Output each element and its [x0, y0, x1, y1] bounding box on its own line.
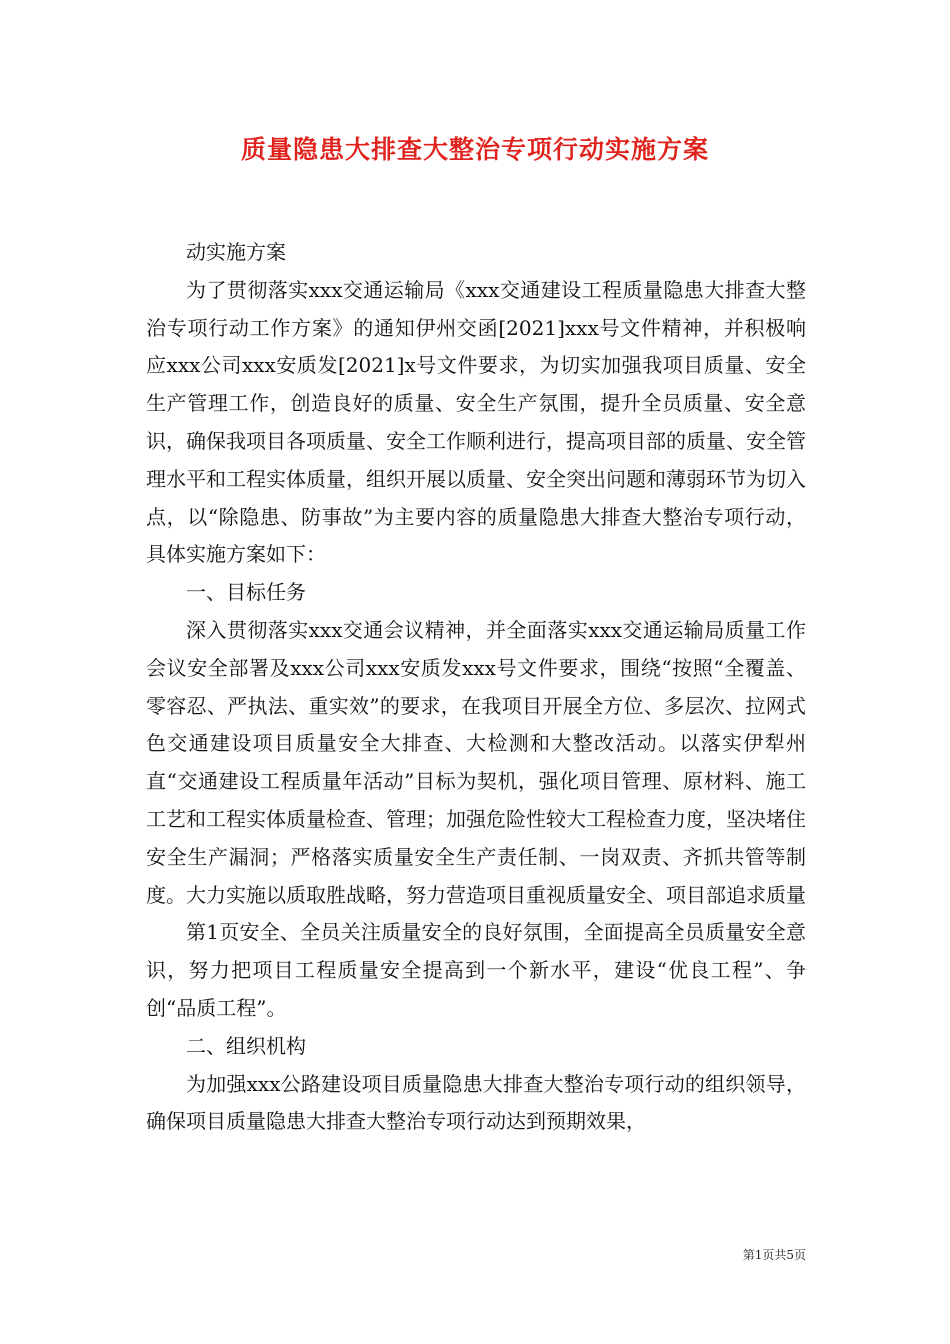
section-heading-goals: 一、目标任务	[186, 580, 306, 605]
paragraph-goals: 深入贯彻落实xxx交通会议精神，并全面落实xxx交通运输局质量工作会议安全部署及xxx公司xxx安质发xxx号文件要求，围绕“按照“全覆盖、零容忍、严执法、重实效”的要求，在我项目开展全方位、多层次、拉网式色交通建设项目质量安全大排查、大检测和大整改活动。以落实伊犁州直“交通建设工程质量年活动”目标为契机，强化项目管理、原材料、施工工艺和工程实体质量检查、管理；加强危险性较大工程检查力度，坚决堵住安全生产漏洞；严格落实质量安全生产责任制、一岗双责、齐抓共管等制度。大力实施以质取胜战略，努力营造项目重视质量安全、项目部追求质量	[146, 617, 806, 907]
document-title: 质量隐患大排查大整治专项行动实施方案	[240, 135, 709, 164]
paragraph-goals-continued: 第1页安全、全员关注质量安全的良好氛围，全面提高全员质量安全意识，努力把项目工程质量安全提高到一个新水平，建设“优良工程”、争创“品质工程”。	[146, 920, 806, 1020]
document-body	[146, 234, 806, 1141]
page-number-footer: 第1页共5页	[742, 1248, 806, 1262]
paragraph-intro: 为了贯彻落实xxx交通运输局《xxx交通建设工程质量隐患大排查大整治专项行动工作方案》的通知伊州交函[2021]xxx号文件精神，并积极响应xxx公司xxx安质发[2021]x号文件要求，为切实加强我项目质量、安全生产管理工作，创造良好的质量、安全生产氛围，提升全员质量、安全意识，确保我项目各项质量、安全工作顺利进行，提高项目部的质量、安全管理水平和工程实体质量，组织开展以质量、安全突出问题和薄弱环节为切入点，以“除隐患、防事故”为主要内容的质量隐患大排查大整治专项行动，具体实施方案如下：	[146, 277, 806, 567]
section-heading-organization: 二、组织机构	[186, 1033, 306, 1058]
paragraph-subtitle: 动实施方案	[186, 240, 286, 264]
paragraph-organization: 为加强xxx公路建设项目质量隐患大排查大整治专项行动的组织领导，确保项目质量隐患大排查大整治专项行动达到预期效果，	[146, 1071, 806, 1134]
